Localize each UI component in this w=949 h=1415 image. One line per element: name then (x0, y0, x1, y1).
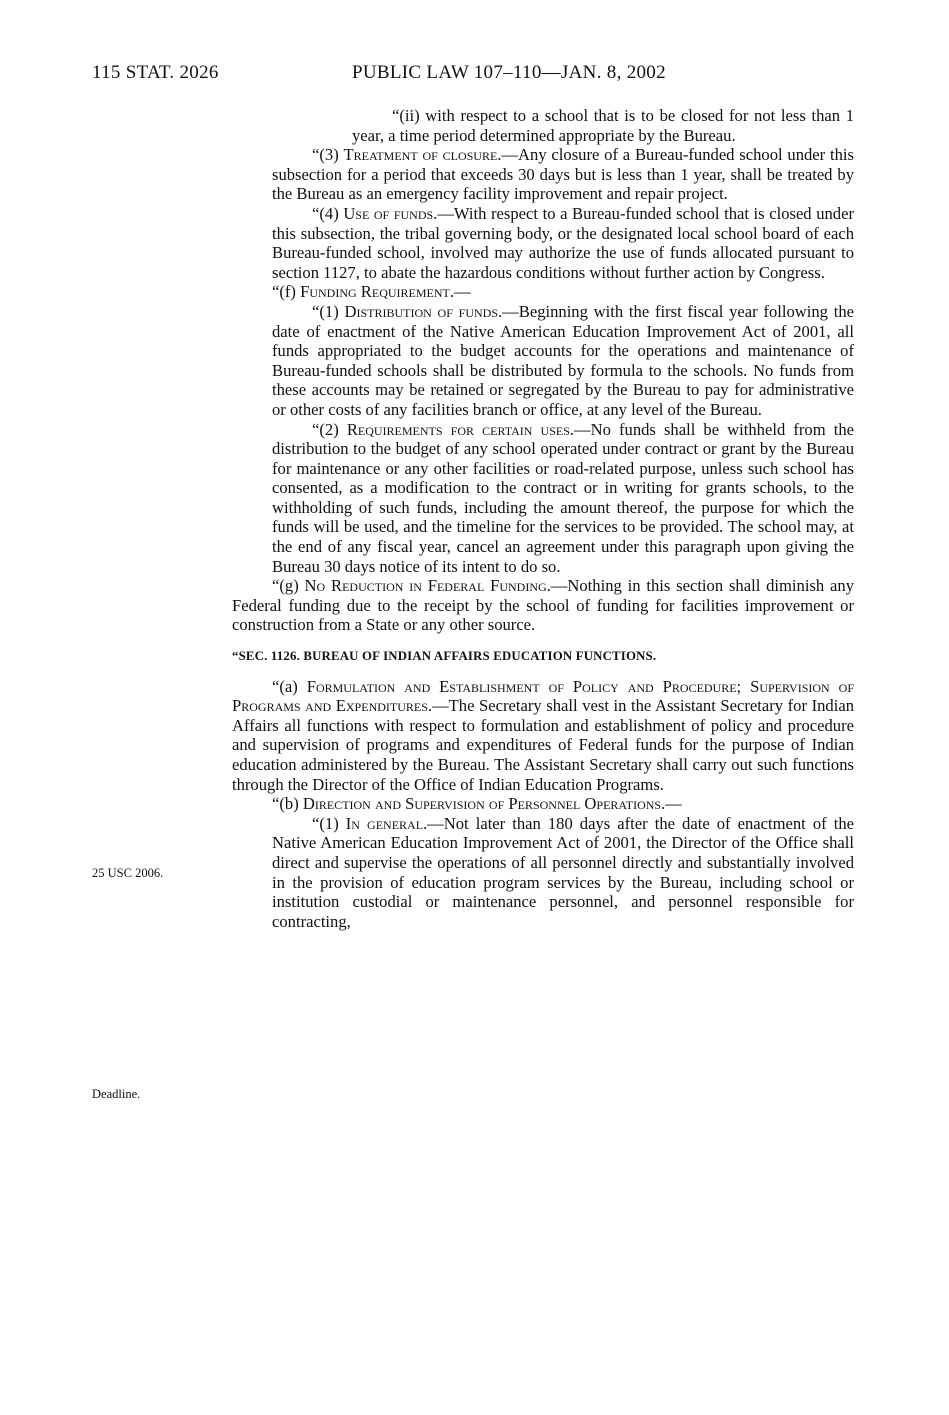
paragraph-heading: Treatment of closure (343, 145, 498, 165)
paragraph-heading: Use of funds (343, 203, 434, 223)
subsection-heading: Direction and Supervision of Personnel Operations (302, 794, 662, 814)
paragraph-f1-distribution-of-funds: “(1) Distribution of funds.—Beginning with the first fiscal year following the date of enactment of the Native American Education Improvement Act of 2001, all funds appropriated to the budget accounts for the operations and maintenance of Bureau-funded schools shall be distributed by formula to the schools. No funds from these accounts may be retained or segregated by the Bureau to pay for administrative or other costs of any facilities branch or office, at any level of the Bureau. (272, 301, 855, 419)
subsection-heading: Formulation and Establishment of Policy and Procedure; Supervision of Programs and Expenditures (232, 676, 854, 716)
statute-page-reference: 115 STAT. 2026 (92, 62, 219, 83)
subsection-g-no-reduction: “(g) No Reduction in Federal Funding.—Nothing in this section shall diminish any Federal funding due to the receipt by the school of funding for facilities improvement or construction from a State or any other source. (232, 576, 854, 635)
public-law-citation: PUBLIC LAW 107–110—JAN. 8, 2002 (352, 62, 666, 83)
margin-note-deadline: Deadline. (92, 1087, 141, 1101)
paragraph-heading: In general (345, 813, 424, 833)
paragraph-f2-requirements-for-certain-uses: “(2) Requirements for certain uses.—No funds shall be withheld from the distribution to the budget of any school operated under contract or grant by the Bureau for maintenance or any other facilities or road-related purpose, unless such school has consented, as a modification to the contract or in writing for grants schools, to the withholding of such funds, including the amount thereof, the purpose for which the funds will be used, and the timeline for the services to be provided. The school may, at the end of any fiscal year, cancel an agreement under this paragraph upon giving the Bureau 30 days notice of its intent to do so. (272, 419, 854, 576)
subsection-f-funding-requirement: “(f) Funding Requirement.— (272, 282, 471, 302)
paragraph-b1-in-general: “(1) In general.—Not later than 180 days after the date of enactment of the Native American Education Improvement Act of 2001, the Director of the Office shall direct and supervise the operations of all personnel directly and substantially involved in the provision of education program services by the Bureau, including school or institution custodial or maintenance personnel, and personnel responsible for contracting, (272, 813, 854, 931)
statute-body (232, 106, 854, 931)
page-header (0, 62, 949, 88)
subsection-b-personnel-operations: “(b) Direction and Supervision of Personnel Operations.— (272, 794, 682, 814)
section-1126-heading: “SEC. 1126. BUREAU OF INDIAN AFFAIRS EDUCATION FUNCTIONS. (232, 649, 657, 664)
subsection-heading: No Reduction in Federal Funding (304, 576, 547, 596)
subsection-heading: Funding Requirement (300, 282, 450, 302)
paragraph-heading: Distribution of funds (344, 301, 499, 321)
paragraph-3-treatment-of-closure: “(3) Treatment of closure.—Any closure of a Bureau-funded school under this subsection for a period that exceeds 30 days but is less than 1 year, shall be treated by the Bureau as an emergency facility improvement and repair project. (272, 145, 854, 204)
paragraph-4-use-of-funds: “(4) Use of funds.—With respect to a Bureau-funded school that is closed under this subsection, the tribal governing body, or the designated local school board of each Bureau-funded school, involved may authorize the use of funds allocated pursuant to section 1127, to abate the hazardous conditions without further action by Congress. (272, 203, 854, 282)
paragraph-ii: “(ii) with respect to a school that is to be closed for not less than 1 year, a time period determined appropriate by the Bureau. (352, 106, 854, 145)
paragraph-heading: Requirements for certain uses (346, 419, 570, 439)
subsection-a-formulation-of-policy: “(a) Formulation and Establishment of Policy and Procedure; Supervision of Programs and Expenditures.—The Secretary shall vest in the Assistant Secretary for Indian Affairs all functions with respect to formulation and establishment of policy and procedure and supervision of programs and expenditures of Federal funds for the purpose of Indian education administered by the Bureau. The Assistant Secretary shall carry out such functions through the Director of the Office of Indian Education Programs. (232, 676, 854, 794)
margin-note-usc: 25 USC 2006. (92, 866, 164, 880)
